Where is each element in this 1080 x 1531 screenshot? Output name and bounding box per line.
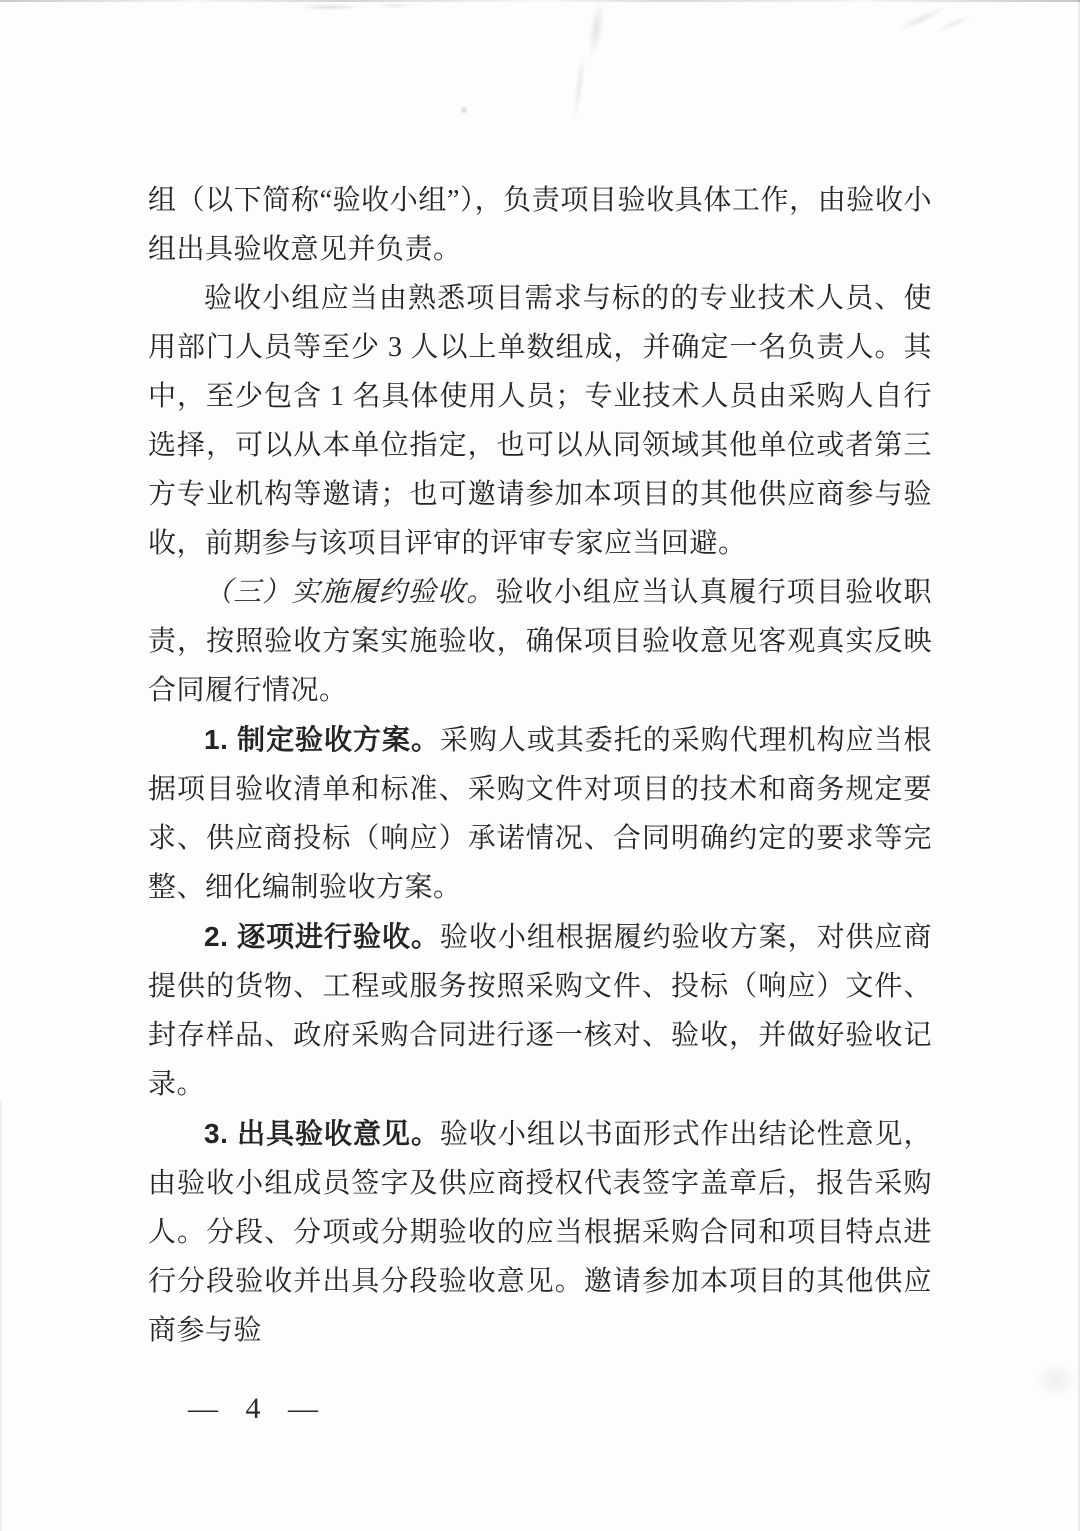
scan-edge-top — [0, 0, 1080, 2]
scan-artifact — [290, 0, 420, 14]
scan-artifact — [546, 0, 624, 136]
paragraph-text: 验收小组应当认真履行项目验收职责，按照验收方案实施验收，确保项目验收意见客观真实反映合同履行情况。 — [148, 577, 932, 706]
scan-artifact — [458, 103, 470, 117]
paragraph-text: 验收小组以书面形式作出结论性意见，由验收小组成员签字及供应商授权代表签字盖章后，报告采购人。分段、分项或分期验收的应当根据采购合同和项目特点进行分段验收并出具分段验收意见。邀请参加本项目的其他供应商参与验 — [148, 1119, 932, 1346]
paragraph-lead-bold: 2. 逐项进行验收。 — [204, 921, 440, 952]
paragraph — [148, 176, 932, 274]
paragraph — [148, 1109, 932, 1355]
scan-artifact — [1020, 1350, 1080, 1410]
page-footer — [188, 1392, 328, 1426]
document-body — [148, 176, 932, 1355]
paragraph-lead-bold: 3. 出具验收意见。 — [204, 1118, 440, 1149]
scan-artifact — [876, 0, 995, 66]
paragraph-text: 验收小组应当由熟悉项目需求与标的的专业技术人员、使用部门人员等至少 3 人以上单数组成，并确定一名负责人。其中，至少包含 1 名具体使用人员；专业技术人员由采购人自行选择，可以从本单位指定，也可以从同领域其他单位或者第三方专业机构等邀请；也可邀请参加本项目的其他供应商参与验收，前期参与该项目评审的评审专家应当回避。 — [148, 283, 932, 559]
paragraph — [148, 912, 932, 1109]
paragraph-lead-bold: 1. 制定验收方案。 — [204, 724, 440, 755]
paragraph — [148, 715, 932, 912]
paragraph-text: 组（以下简称“验收小组”），负责项目验收具体工作，由验收小组出具验收意见并负责。 — [148, 185, 932, 265]
paragraph-lead-kaiti: （三）实施履约验收。 — [204, 577, 496, 608]
paragraph-text: 验收小组根据履约验收方案，对供应商提供的货物、工程或服务按照采购文件、投标（响应）文件、封存样品、政府采购合同进行逐一核对、验收，并做好验收记录。 — [148, 922, 932, 1100]
paragraph-text: 采购人或其委托的采购代理机构应当根据项目验收清单和标准、采购文件对项目的技术和商务规定要求、供应商投标（响应）承诺情况、合同明确约定的要求等完整、细化编制验收方案。 — [148, 725, 932, 903]
paragraph — [148, 568, 932, 715]
paragraph — [148, 274, 932, 568]
scan-edge-left — [0, 1100, 2, 1531]
page-number: — 4 — — [188, 1392, 328, 1425]
